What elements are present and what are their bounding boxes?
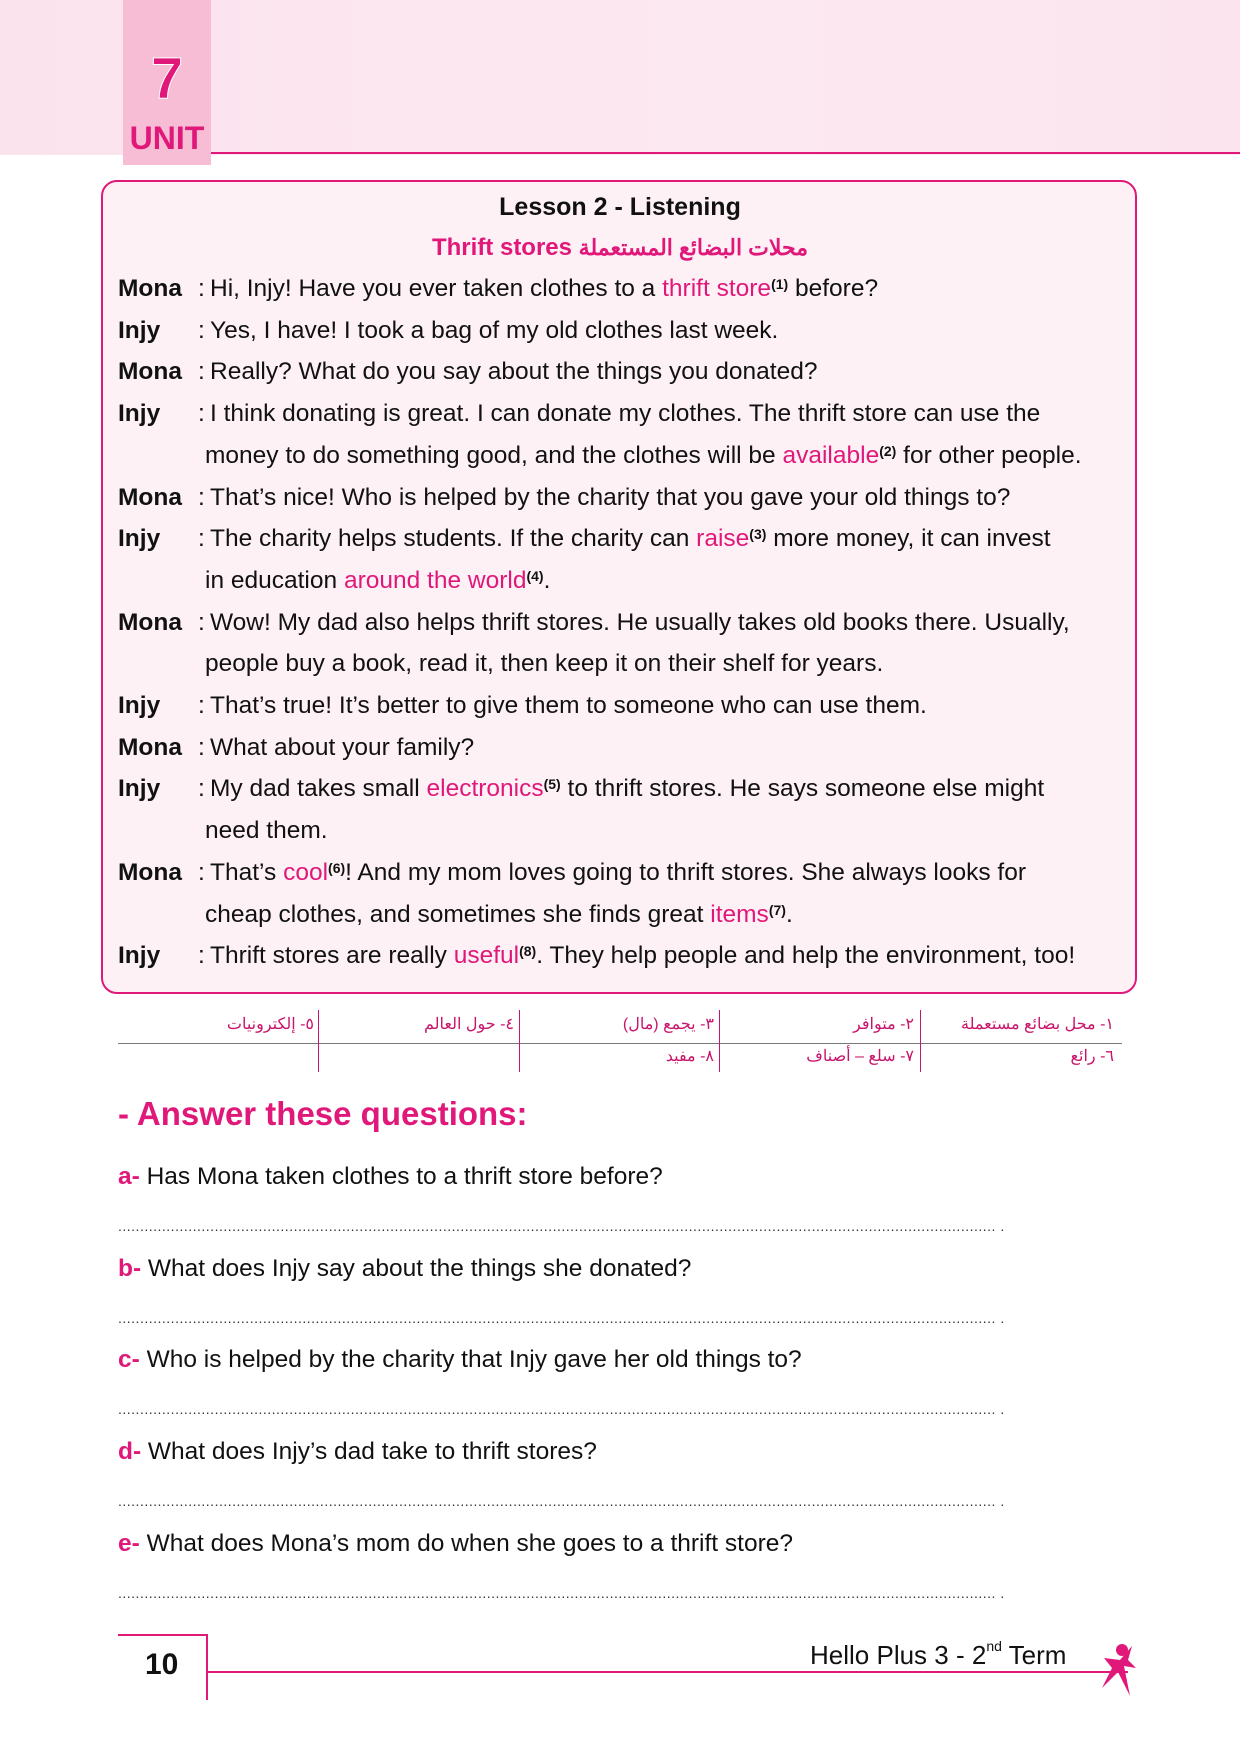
glossary-item: ٧- سلع – أصناف [806, 1048, 914, 1065]
dialogue-line [118, 310, 1128, 352]
dialogue-line-continued [118, 810, 1128, 852]
header-rule [205, 152, 1240, 154]
speaker-name: Injy [118, 942, 161, 970]
speaker-colon: : [198, 525, 205, 553]
unit-label: UNIT [129, 120, 205, 156]
subtitle-arabic: محلات البضائع المستعملة [578, 235, 808, 260]
vocabulary-word: cool [283, 858, 329, 886]
questions-heading: - Answer these questions: [118, 1095, 528, 1132]
speaker-colon: : [198, 358, 205, 386]
answer-line-b[interactable]: ........................................................................................................................................................................................................ . [118, 1310, 1005, 1326]
unit-tab [123, 0, 211, 165]
lesson-title: Lesson 2 - Listening [499, 193, 741, 221]
dialogue-line-continued [118, 560, 1128, 602]
speaker-name: Injy [118, 525, 161, 553]
vocabulary-number: (8) [519, 943, 537, 960]
dialogue-line [118, 727, 1128, 769]
dialogue-line [118, 602, 1128, 644]
vocabulary-word: useful [453, 942, 520, 970]
dialogue-text: That’s cool$^{(6)}$! And my mom loves going to thrift stores. She always looks for [210, 858, 1027, 886]
speaker-colon: : [198, 733, 205, 761]
vocabulary-number: (5) [543, 776, 561, 793]
question-letter: a- [118, 1163, 140, 1190]
glossary-item: ٨- مفيد [665, 1048, 714, 1065]
dialogue-text: Hi, Injy! Have you ever taken clothes to a thrift store$^{(1)}$ before? [210, 275, 879, 302]
answer-line-c[interactable]: ........................................................................................................................................................................................................ . [118, 1401, 1005, 1417]
lesson-subtitle [0, 234, 1240, 262]
dialogue-text: money to do something good, and the clothes will be available$^{(2)}$ for other people. [205, 441, 1082, 469]
book-title [810, 1640, 1066, 1671]
dialogue-text: I think donating is great. I can donate my clothes. The thrift store can use the [210, 400, 1041, 428]
dialogue-text: The charity helps students. If the charity can raise$^{(3)}$ more money, it can invest [210, 525, 1051, 553]
subtitle-english: Thrift stores [431, 234, 572, 261]
dialogue-line [118, 393, 1128, 435]
glossary-item: ٦- رائع [1070, 1048, 1114, 1065]
dialogue-line [118, 477, 1128, 519]
speaker-colon: : [198, 400, 205, 428]
vocabulary-number: (7) [768, 901, 786, 918]
dialogue-text: What about your family? [210, 733, 475, 761]
footer-rule-vertical [206, 1634, 208, 1700]
question-letter: e- [118, 1530, 140, 1557]
dialogue-line [118, 768, 1128, 810]
dialogue-text: Really? What do you say about the things you donated? [210, 358, 818, 386]
vocabulary-word: around the world [343, 566, 527, 594]
speaker-colon: : [198, 316, 205, 344]
vocabulary-number: (1) [771, 276, 789, 292]
answer-line-a[interactable]: ........................................................................................................................................................................................................ . [118, 1218, 1005, 1234]
glossary-item: ٢- متوافر [853, 1016, 914, 1033]
question-b [118, 1255, 691, 1283]
speaker-name: Injy [118, 775, 161, 803]
unit-number: 7 [150, 46, 184, 111]
dialogue-line [118, 935, 1128, 977]
speaker-colon: : [198, 692, 205, 720]
question-a [118, 1163, 663, 1191]
speaker-colon: : [198, 608, 205, 636]
publisher-logo-icon [1098, 1638, 1138, 1700]
dialogue-text: in education around the world$^{(4)}$. [205, 566, 551, 594]
vocabulary-word: raise [696, 525, 750, 553]
book-title-superscript: nd [986, 1638, 1002, 1654]
vocabulary-word: thrift store [662, 275, 772, 302]
speaker-colon: : [198, 858, 205, 886]
speaker-name: Injy [118, 400, 161, 428]
dialogue-line [118, 852, 1128, 894]
dialogue-line-continued [118, 643, 1128, 685]
dialogue-line-continued [118, 435, 1128, 477]
question-letter: d- [118, 1438, 142, 1465]
footer-rule-top [118, 1634, 208, 1636]
dialogue-text: That’s nice! Who is helped by the charity that you gave your old things to? [210, 483, 1011, 511]
answer-line-e[interactable]: ........................................................................................................................................................................................................ . [118, 1585, 1005, 1601]
glossary-item: ٣- يجمع (مال) [622, 1016, 714, 1033]
glossary-divider [318, 1010, 319, 1072]
footer-rule [208, 1671, 1128, 1673]
glossary-row-2 [118, 1042, 1122, 1072]
question-e [118, 1530, 793, 1558]
dialogue-text: Thrift stores are really useful$^{(8)}$. They help people and help the environment, too! [210, 942, 1076, 970]
glossary-divider [719, 1010, 720, 1072]
glossary-divider [519, 1010, 520, 1072]
speaker-colon: : [198, 483, 205, 511]
vocabulary-word: available [782, 441, 880, 469]
speaker-name: Mona [118, 733, 182, 761]
glossary-item: ٥- إلكترونيات [226, 1016, 314, 1033]
vocabulary-number: (6) [328, 859, 346, 876]
glossary-divider [920, 1010, 921, 1072]
speaker-name: Injy [118, 692, 161, 720]
speaker-colon: : [198, 275, 205, 302]
dialogue-line-continued [118, 894, 1128, 936]
question-text: What does Mona’s mom do when she goes to a thrift store? [139, 1530, 794, 1557]
book-title-term: Term [1001, 1640, 1067, 1670]
dialogue-line [118, 268, 1128, 310]
page-number: 10 [145, 1648, 179, 1681]
speaker-name: Mona [118, 358, 182, 386]
speaker-name: Mona [118, 608, 182, 636]
question-text: What does Injy’s dad take to thrift stores? [141, 1438, 597, 1465]
speaker-name: Injy [118, 316, 161, 344]
glossary [118, 1010, 1122, 1074]
glossary-item: ١- محل بضائع مستعملة [961, 1016, 1114, 1033]
dialogue-text: Yes, I have! I took a bag of my old clothes last week. [210, 316, 779, 344]
speaker-name: Mona [118, 275, 182, 302]
dialogue-text: That’s true! It’s better to give them to someone who can use them. [210, 692, 927, 720]
vocabulary-number: (4) [526, 567, 544, 584]
question-c [118, 1346, 802, 1374]
dialogue-text: need them. [205, 817, 328, 845]
dialogue-line [118, 685, 1128, 727]
vocabulary-word: items [710, 900, 769, 928]
dialogue-text: My dad takes small electronics$^{(5)}$ to thrift stores. He says someone else might [210, 775, 1045, 803]
vocabulary-word: electronics [426, 775, 544, 803]
dialogue-text: cheap clothes, and sometimes she finds great items$^{(7)}$. [205, 900, 793, 928]
dialogue-text: Wow! My dad also helps thrift stores. He usually takes old books there. Usually, [210, 608, 1070, 636]
dialogue [118, 268, 1128, 977]
question-letter: b- [118, 1255, 142, 1282]
glossary-item: ٤- حول العالم [423, 1016, 514, 1033]
question-d [118, 1438, 597, 1466]
question-text: What does Injy say about the things she donated? [141, 1255, 692, 1282]
question-text: Who is helped by the charity that Injy gave her old things to? [139, 1346, 802, 1373]
answer-line-d[interactable]: ........................................................................................................................................................................................................ . [118, 1493, 1005, 1509]
speaker-name: Mona [118, 483, 182, 511]
speaker-colon: : [198, 775, 205, 803]
dialogue-line [118, 351, 1128, 393]
dialogue-text: people buy a book, read it, then keep it on their shelf for years. [205, 650, 884, 678]
speaker-name: Mona [118, 858, 182, 886]
dialogue-line [118, 518, 1128, 560]
vocabulary-number: (2) [879, 442, 897, 459]
question-text: Has Mona taken clothes to a thrift store before? [139, 1163, 663, 1190]
speaker-colon: : [198, 942, 205, 970]
vocabulary-number: (3) [749, 526, 767, 543]
question-letter: c- [118, 1346, 140, 1373]
glossary-row-1 [118, 1010, 1122, 1040]
book-title-text: Hello Plus 3 - 2 [810, 1640, 987, 1670]
